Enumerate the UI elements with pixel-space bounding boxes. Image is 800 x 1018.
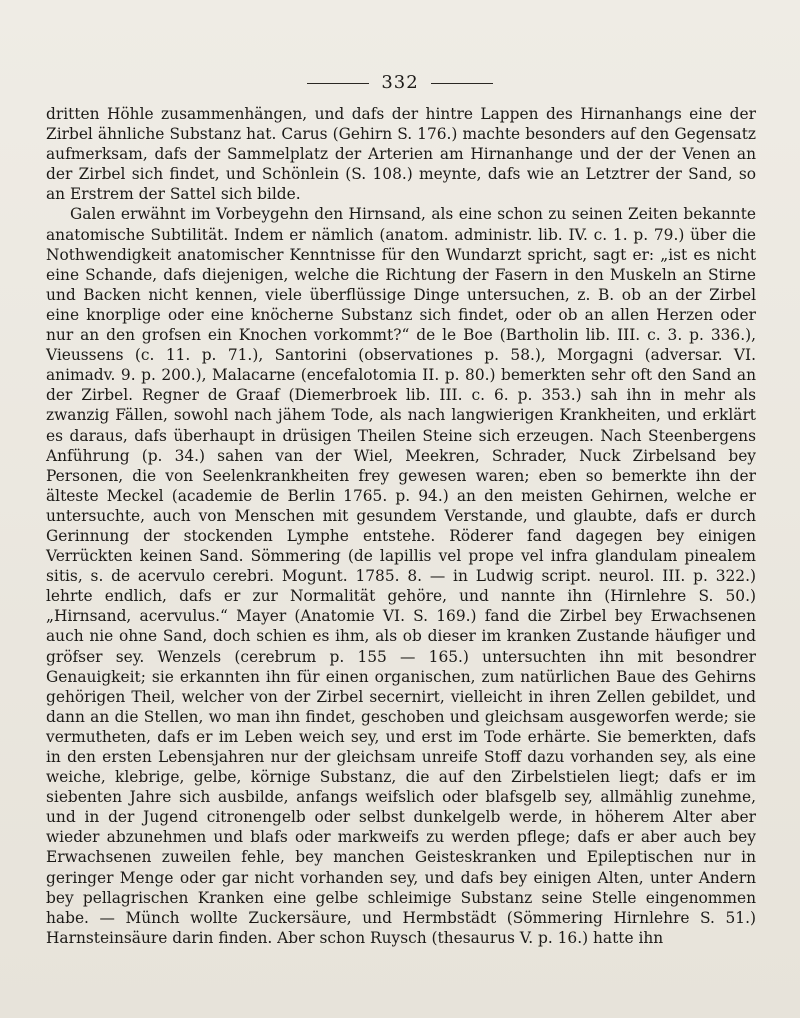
- page-header: [0, 72, 800, 93]
- header-rule-left: [307, 83, 369, 84]
- page-number: 332: [381, 72, 419, 93]
- body-text: [46, 104, 756, 948]
- paragraph: dritten Höhle zusammenhängen, und dafs der hintre Lappen des Hirnanhangs eine der Zirbel ähnliche Substanz hat. Carus (Gehirn S. 176.) machte besonders auf den Gegensatz aufmerksam, dafs der Sammelplatz der Arterien am Hirnanhange und der der Venen an der Zirbel sich findet, und Schönlein (S. 108.) meynte, dafs wie an Letztrer der Sand, so an Erstrem der Sattel sich bilde.: [46, 105, 756, 204]
- paragraph: Galen erwähnt im Vorbeygehn den Hirnsand, als eine schon zu seinen Zeiten bekannte anatomische Subtilität. Indem er nämlich (anatom. administr. lib. IV. c. 1. p. 79.) über die Nothwendigkeit anatomischer Kenntnisse für den Wundarzt spricht, sagt er: „ist es nicht eine Schande, dafs diejenigen, welche die Richtung der Fasern in den Muskeln an Stirne und Backen nicht kennen, viele überflüssige Dinge untersuchen, z. B. ob an der Zirbel eine knorplige oder eine knöcherne Substanz sich findet, oder ob an allen Herzen oder nur an den grofsen ein Knochen vorkommt?“ de le Boe (Bartholin lib. III. c. 3. p. 336.), Vieussens (c. 11. p. 71.), Santorini (observationes p. 58.), Morgagni (adversar. VI. animadv. 9. p. 200.), Malacarne (encefalotomia II. p. 80.) bemerkten sehr oft den Sand an der Zirbel. Regner de Graaf (Diemerbroek lib. III. c. 6. p. 353.) sah ihn in mehr als zwanzig Fällen, sowohl nach jähem Tode, als nach langwierigen Krankheiten, und erklärt es daraus, dafs überhaupt in drüsigen Theilen Steine sich erzeugen. Nach Steenbergens Anführung (p. 34.) sahen van der Wiel, Meekren, Schrader, Nuck Zirbelsand bey Personen, die von Seelenkrankheiten frey gewesen waren; eben so bemerkte ihn der älteste Meckel (academie de Berlin 1765. p. 94.) an den meisten Gehirnen, welche er untersuchte, auch von Menschen mit gesundem Verstande, und glaubte, dafs er durch Gerinnung der stockenden Lymphe entstehe. Röderer fand dagegen bey einigen Verrückten keinen Sand. Sömmering (de lapillis vel prope vel infra glandulam pinealem sitis, s. de acervulo cerebri. Mogunt. 1785. 8. — in Ludwig script. neurol. III. p. 322.) lehrte endlich, dafs er zur Normalität gehöre, und nannte ihn (Hirnlehre S. 50.) „Hirnsand, acervulus.“ Mayer (Anatomie VI. S. 169.) fand die Zirbel bey Erwachsenen auch nie ohne Sand, doch schien es ihm, als ob dieser im kranken Zustande häufiger und gröfser sey. Wenzels (cerebrum p. 155 — 165.) untersuchten ihn mit besondrer Genauigkeit; sie erkannten ihn für einen organischen, zum natürlichen Baue des Gehirns gehörigen Theil, welcher von der Zirbel secernirt, vielleicht in ihren Zellen gebildet, und dann an die Stellen, wo man ihn findet, geschoben und gleichsam ausgeworfen werde; sie vermutheten, dafs er im Leben weich sey, und erst im Tode erhärte. Sie bemerkten, dafs in den ersten Lebensjahren nur der gleichsam unreife Stoff dazu vorhanden sey, als eine weiche, klebrige, gelbe, körnige Substanz, die auf den Zirbelstielen liegt; dafs er im siebenten Jahre sich ausbilde, anfangs weifslich oder blafsgelb sey, allmählig zunehme, und in der Jugend citronengelb oder selbst dunkelgelb werde, in höherem Alter aber wieder abzunehmen und blafs oder markweifs zu werden pflege; dafs er aber auch bey Erwachsenen zuweilen fehle, bey manchen Geisteskranken und Epileptischen nur in geringer Menge oder gar nicht vorhanden sey, und dafs bey einigen Alten, unter Andern bey pellagrischen Kranken eine gelbe schleimige Substanz seine Stelle eingenommen habe. — Münch wollte Zuckersäure, und Hermbstädt (Sömmering Hirnlehre S. 51.) Harnsteinsäure darin finden. Aber schon Ruysch (thesaurus V. p. 16.) hatte ihn: [46, 205, 756, 947]
- header-rule-right: [431, 83, 493, 84]
